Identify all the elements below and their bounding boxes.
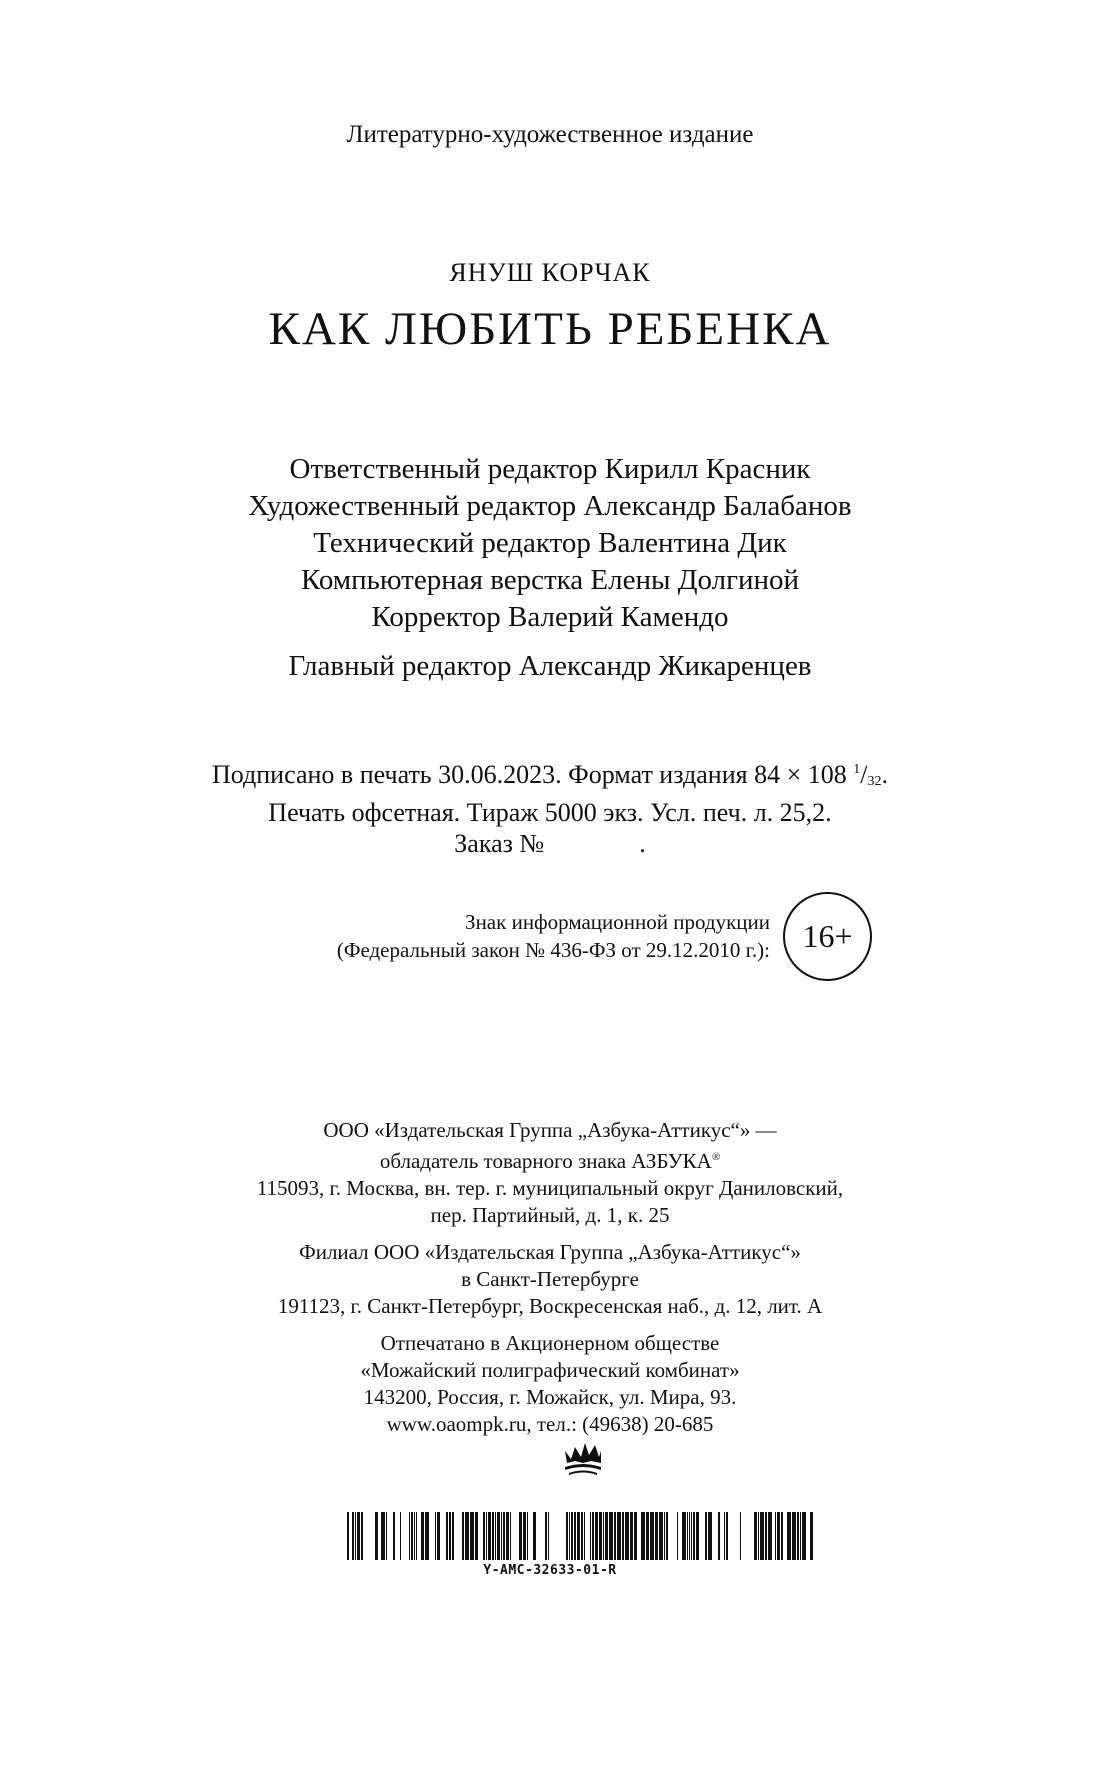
barcode-bar <box>787 1512 791 1560</box>
barcode-bar <box>414 1512 415 1560</box>
barcode-bar <box>768 1512 772 1560</box>
branch-line: Филиал ООО «Издательская Группа „Азбука-Аттикус“» <box>299 1240 801 1264</box>
barcode-code: Y-AMC-32633-01-R <box>483 1563 617 1578</box>
barcode-bar <box>361 1512 363 1560</box>
print-info-line-2: Печать офсетная. Тираж 5000 экз. Усл. печ. л. 25,2. <box>268 798 832 827</box>
barcode-bar <box>452 1512 454 1560</box>
barcode-bar <box>781 1512 783 1560</box>
publisher-trademark: обладатель товарного знака АЗБУКА <box>379 1149 712 1173</box>
barcode-bar <box>590 1512 591 1560</box>
barcode-bar <box>625 1512 629 1560</box>
chief-editor: Главный редактор Александр Жикаренцев <box>288 650 812 682</box>
barcode-bar <box>777 1512 780 1560</box>
credit-line: Технический редактор Валентина Дик <box>313 527 787 559</box>
barcode-bar <box>355 1512 356 1560</box>
publisher-line: пер. Партийный, д. 1, к. 25 <box>430 1203 670 1227</box>
barcode-bar <box>462 1512 464 1560</box>
order-end: . <box>639 829 646 858</box>
barcode-bar <box>655 1512 658 1560</box>
barcode-bar <box>693 1512 695 1560</box>
barcode-bar <box>630 1512 633 1560</box>
barcode-bar <box>411 1512 413 1560</box>
barcode-bar <box>416 1512 417 1560</box>
barcode-bar <box>614 1512 616 1560</box>
barcode-bar <box>682 1512 686 1560</box>
barcode-bar <box>592 1512 594 1560</box>
publisher-line: ООО «Издательская Группа „Азбука-Аттикус“» — <box>323 1118 777 1142</box>
barcode-bar <box>503 1512 505 1560</box>
print-info-line-1 <box>0 754 1100 797</box>
barcode-bar <box>677 1512 678 1560</box>
barcode-bar <box>381 1512 385 1560</box>
barcode-bar <box>792 1512 796 1560</box>
barcode-bar <box>421 1512 424 1560</box>
barcode-bar <box>724 1512 725 1560</box>
barcode-bar <box>740 1512 741 1560</box>
barcode-bar <box>650 1512 654 1560</box>
barcode-bar <box>465 1512 469 1560</box>
barcode-bar <box>718 1512 720 1560</box>
barcode-bar <box>800 1512 801 1560</box>
info-sign-text <box>296 908 770 964</box>
barcode-bar <box>437 1512 440 1560</box>
barcode-bar <box>483 1512 485 1560</box>
barcode-bar <box>617 1512 621 1560</box>
barcode-bar <box>687 1512 688 1560</box>
barcode-bar <box>810 1512 813 1560</box>
barcode-bar <box>501 1512 502 1560</box>
barcode-bar <box>599 1512 602 1560</box>
age-rating-label: 16+ <box>802 918 853 954</box>
barcode-bar <box>622 1512 624 1560</box>
barcode-bar <box>347 1512 349 1560</box>
print-info-block <box>0 754 1100 859</box>
barcode-bar <box>352 1512 354 1560</box>
barcode-bar <box>584 1512 585 1560</box>
barcode-bar <box>510 1512 511 1560</box>
barcode-bar <box>566 1512 568 1560</box>
barcode-bar <box>641 1512 645 1560</box>
barcode-bar <box>519 1512 522 1560</box>
barcode-bar <box>581 1512 583 1560</box>
barcode-bar <box>492 1512 494 1560</box>
barcode-bar <box>775 1512 776 1560</box>
barcode-bar <box>375 1512 378 1560</box>
barcode-bar <box>523 1512 526 1560</box>
publisher-block <box>0 1117 1100 1438</box>
barcode-bar <box>646 1512 649 1560</box>
barcode-bar <box>435 1512 436 1560</box>
barcode-bar <box>696 1512 699 1560</box>
barcode-bar <box>569 1512 570 1560</box>
barcode-bar <box>495 1512 496 1560</box>
registered-mark: ® <box>711 1151 721 1163</box>
barcode-bar <box>758 1512 759 1560</box>
barcode-bar <box>605 1512 608 1560</box>
print-info-format: Подписано в печать 30.06.2023. Формат издания 84 × 108 <box>212 760 854 789</box>
barcode-icon <box>345 1512 815 1560</box>
barcode-bar <box>470 1512 474 1560</box>
barcode-bar <box>571 1512 573 1560</box>
barcode-bar <box>425 1512 429 1560</box>
printing-house-logo-icon <box>561 1437 605 1477</box>
barcode-bar <box>357 1512 360 1560</box>
credit-line: Корректор Валерий Камендо <box>371 601 729 633</box>
publisher-line: 115093, г. Москва, вн. тер. г. муниципальный округ Даниловский, <box>256 1176 844 1200</box>
publisher-trademark-line <box>0 1144 1100 1175</box>
book-title: КАК ЛЮБИТЬ РЕБЕНКА <box>268 303 832 355</box>
barcode-bar <box>689 1512 690 1560</box>
barcode-bar <box>548 1512 549 1560</box>
barcode-bar <box>691 1512 692 1560</box>
barcode-bar <box>545 1512 547 1560</box>
barcode-bar <box>475 1512 478 1560</box>
barcode-bar <box>577 1512 580 1560</box>
barcode-bar <box>400 1512 401 1560</box>
barcode-bar <box>506 1512 509 1560</box>
barcode-bar <box>497 1512 500 1560</box>
branch-line: в Санкт-Петербурге <box>461 1267 639 1291</box>
credits-block <box>0 451 1100 636</box>
barcode-bar <box>533 1512 536 1560</box>
barcode-bar <box>446 1512 448 1560</box>
info-sign-line-2: (Федеральный закон № 436-ФЗ от 29.12.2010 г.): <box>336 938 770 962</box>
fraction-denominator: 32 <box>867 774 882 789</box>
barcode-bar <box>634 1512 637 1560</box>
barcode-bar <box>574 1512 576 1560</box>
barcode-bar <box>802 1512 806 1560</box>
barcode-bar <box>705 1512 707 1560</box>
barcode-bar <box>393 1512 395 1560</box>
print-info-line-3 <box>0 828 1100 859</box>
author-name: ЯНУШ КОРЧАК <box>449 258 651 287</box>
barcode-bar <box>386 1512 387 1560</box>
barcode-bar <box>527 1512 528 1560</box>
barcode-bar <box>659 1512 663 1560</box>
fraction-separator: / <box>860 760 868 789</box>
printer-line: «Можайский полиграфический комбинат» <box>360 1358 740 1382</box>
printer-line: www.oaompk.ru, тел.: (49638) 20-685 <box>386 1412 714 1436</box>
barcode-bar <box>760 1512 764 1560</box>
barcode-bar <box>666 1512 668 1560</box>
barcode-bar <box>409 1512 410 1560</box>
barcode-bar <box>603 1512 604 1560</box>
credit-line: Компьютерная верстка Елены Долгиной <box>300 564 800 596</box>
barcode-bar <box>449 1512 451 1560</box>
barcode-bar <box>664 1512 665 1560</box>
edition-type: Литературно-художественное издание <box>346 121 754 148</box>
age-rating-badge <box>783 892 872 981</box>
fraction-numerator: 1 <box>853 762 861 777</box>
printer-line: 143200, Россия, г. Можайск, ул. Мира, 93. <box>363 1385 737 1409</box>
credit-line: Ответственный редактор Кирилл Красник <box>289 453 811 485</box>
barcode-bar <box>765 1512 767 1560</box>
barcode-bar <box>797 1512 799 1560</box>
barcode-bar <box>595 1512 598 1560</box>
branch-line: 191123, г. Санкт-Петербург, Воскресенская наб., д. 12, лит. А <box>277 1294 823 1318</box>
barcode-bar <box>609 1512 613 1560</box>
barcode-bar <box>708 1512 712 1560</box>
barcode-bar <box>488 1512 491 1560</box>
barcode-bar <box>754 1512 757 1560</box>
order-label: Заказ № <box>454 829 545 858</box>
printer-line: Отпечатано в Акционерном обществе <box>380 1331 720 1355</box>
barcode-bar <box>486 1512 487 1560</box>
credit-line: Художественный редактор Александр Балабанов <box>248 490 852 522</box>
barcode-bar <box>726 1512 728 1560</box>
print-info-format-end: . <box>881 760 888 789</box>
info-sign-line-1: Знак информационной продукции <box>465 910 770 934</box>
